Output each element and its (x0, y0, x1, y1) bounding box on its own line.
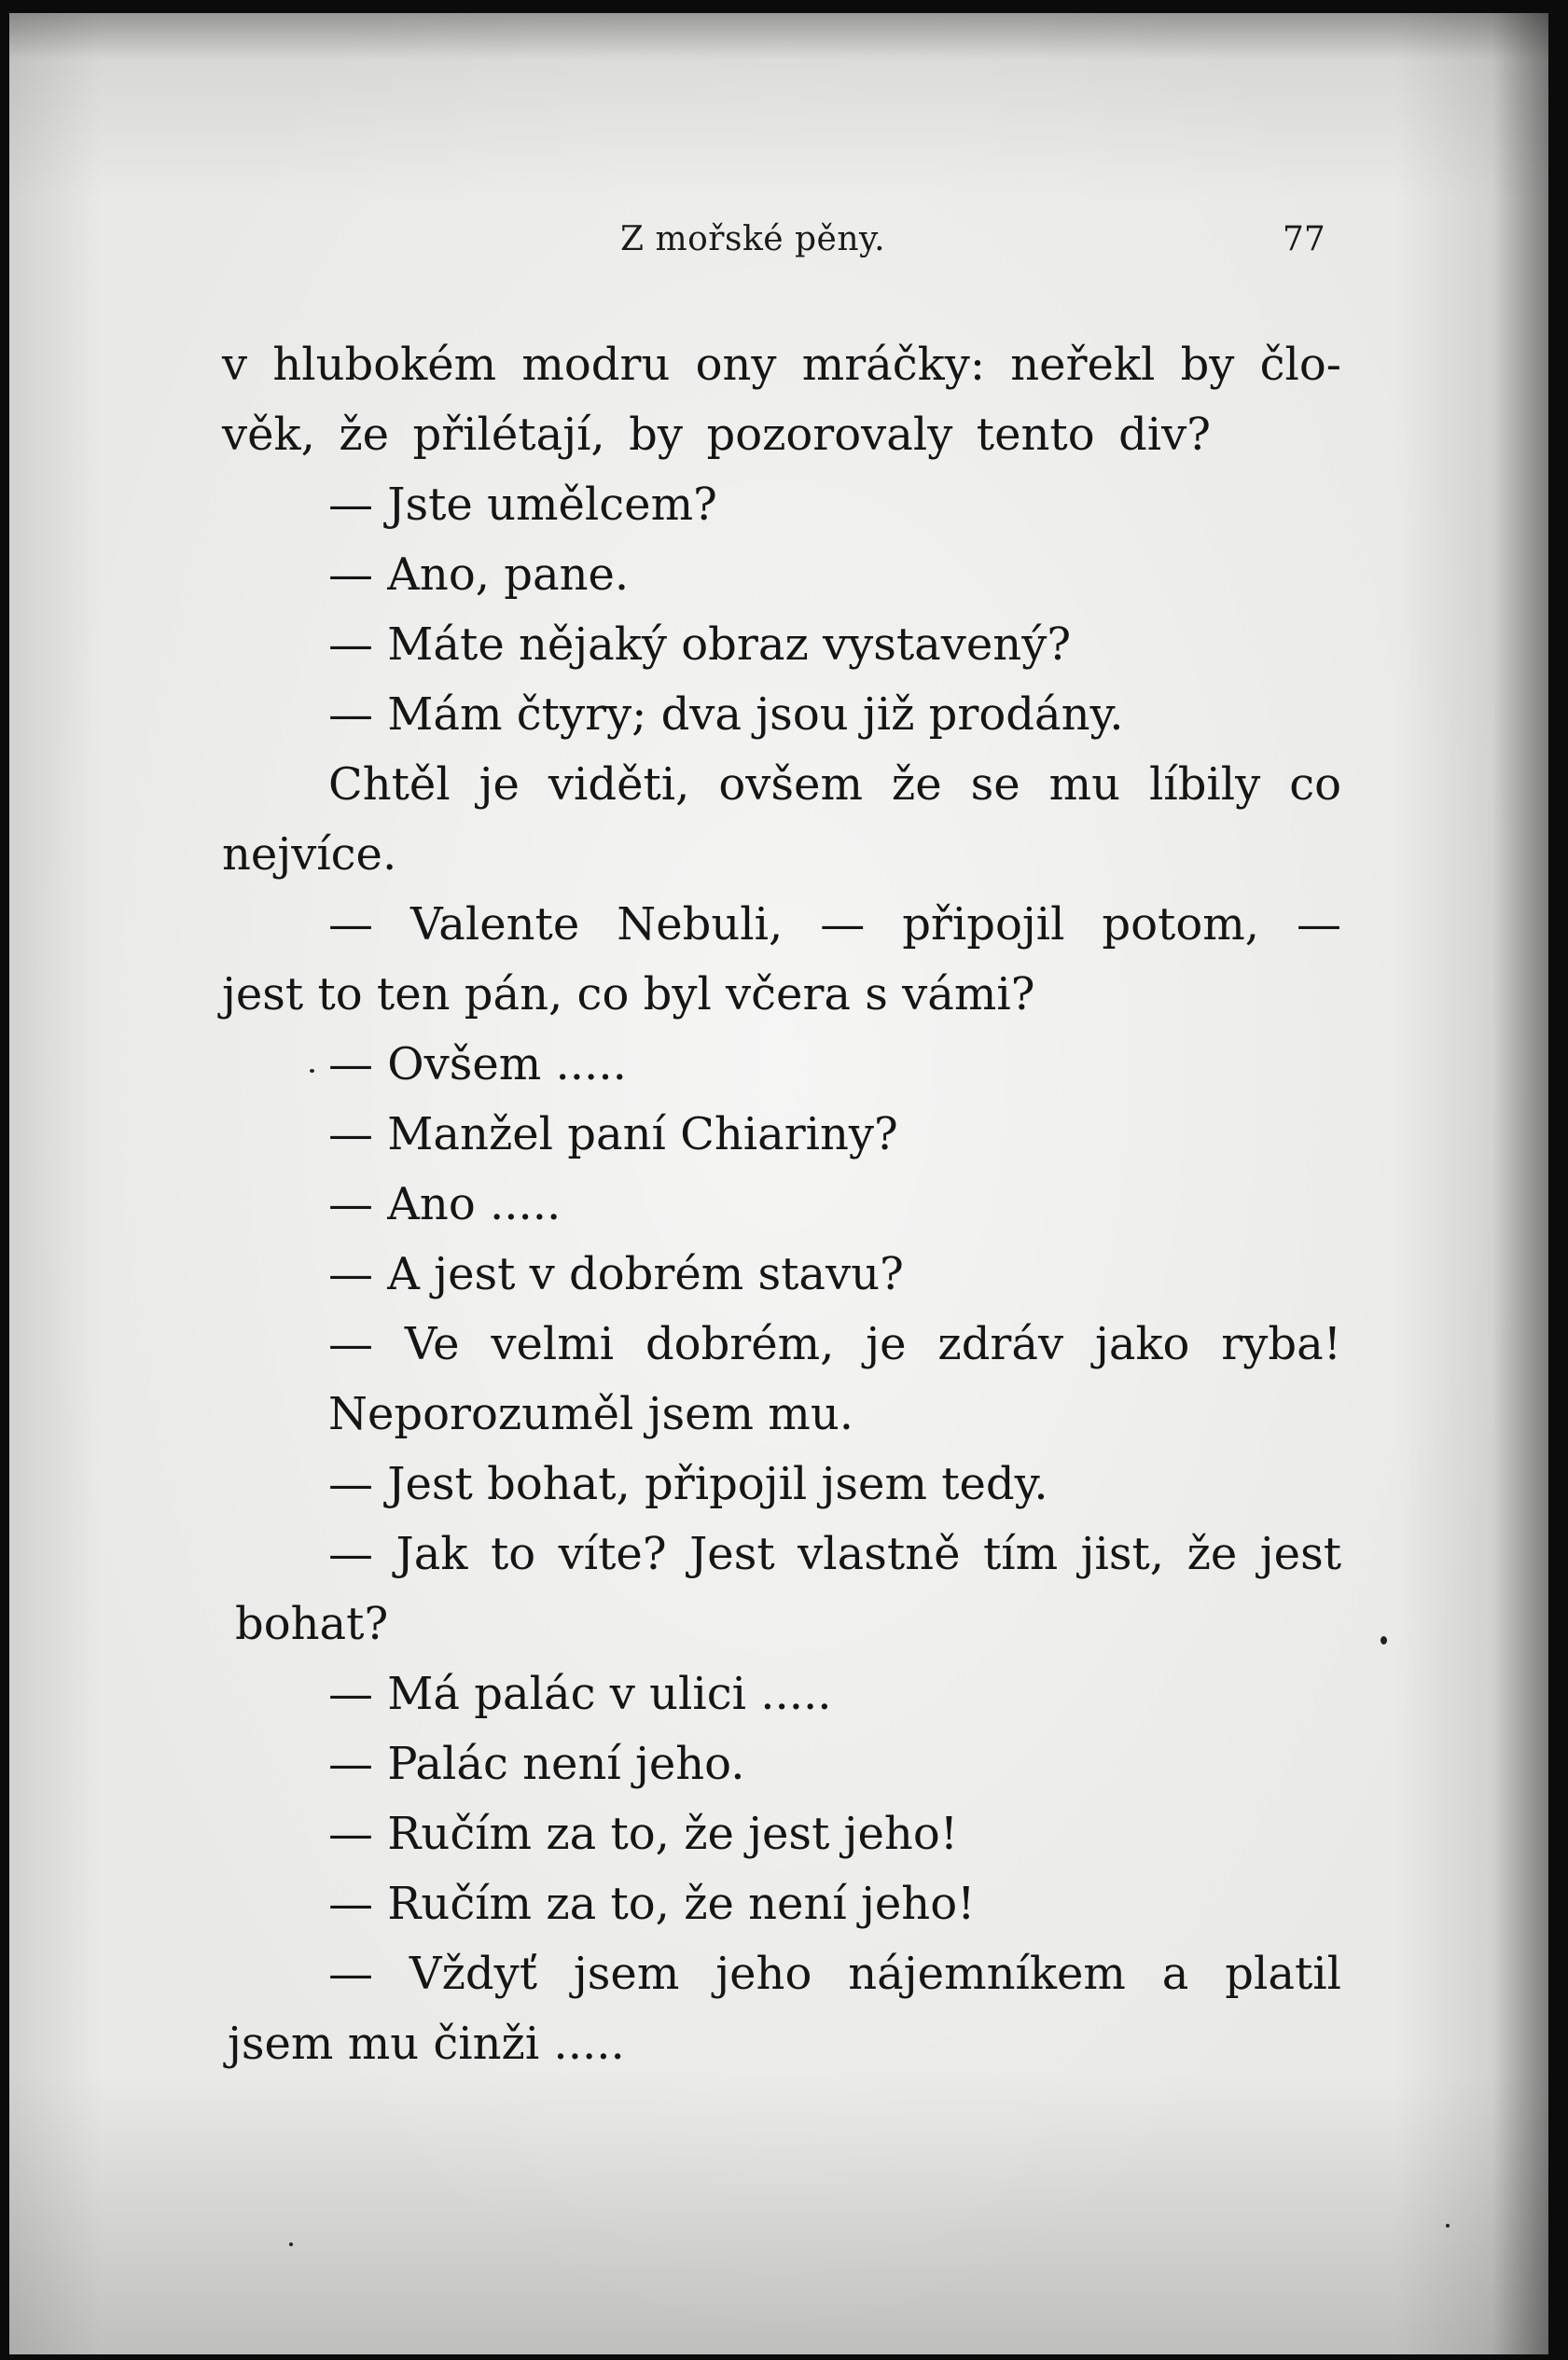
page-number: 77 (1283, 220, 1325, 258)
text-line: — Manžel paní Chiariny? (328, 1108, 898, 1160)
text-line: bohat? (235, 1598, 389, 1650)
print-speck (289, 2242, 293, 2246)
text-line: Chtěl je viděti, ovšem že se mu líbily co (328, 758, 1341, 811)
text-line: — Jste umělcem? (328, 479, 717, 531)
text-line: Neporozuměl jsem mu. (328, 1388, 853, 1440)
page-right-shadow (1492, 13, 1548, 2354)
text-line: — Máte nějaký obraz vystavený? (328, 618, 1072, 671)
text-line: — A jest v dobrém stavu? (328, 1248, 904, 1300)
text-line: — Ano, pane. (328, 548, 630, 601)
text-line: — Ovšem ..... (328, 1038, 627, 1090)
text-line: — Má palác v ulici ..... (328, 1668, 832, 1720)
text-line: jsem mu činži ..... (228, 2018, 625, 2070)
body-text (222, 330, 1341, 2079)
running-head-title: Z mořské pěny. (620, 220, 886, 258)
text-line: — Jak to víte? Jest vlastně tím jist, že jest (328, 1528, 1341, 1580)
text-line: — Jest bohat, připojil jsem tedy. (328, 1458, 1048, 1510)
text-line: — Valente Nebuli, — připojil potom, — (328, 898, 1341, 951)
text-line: — Ano ..... (328, 1178, 562, 1230)
text-line: jest to ten pán, co byl včera s vámi? (222, 968, 1035, 1020)
text-line: — Vždyť jsem jeho nájemníkem a platil (328, 1948, 1341, 2000)
page-top-shadow (9, 13, 1548, 60)
text-line: — Ručím za to, že jest jeho! (328, 1808, 958, 1860)
text-line: věk, že přilétají, by pozorovaly tento div? (222, 409, 1211, 461)
book-page (9, 13, 1548, 2354)
text-line: — Ve velmi dobrém, je zdráv jako ryba! (328, 1318, 1341, 1370)
text-line: — Palác není jeho. (328, 1738, 745, 1790)
print-speck (1381, 1636, 1387, 1645)
print-speck (1446, 2224, 1450, 2228)
text-line: nejvíce. (222, 828, 397, 881)
text-line: — Mám čtyry; dva jsou již prodány. (328, 688, 1124, 741)
text-line: v hlubokém modru ony mráčky: neřekl by člo- (222, 339, 1341, 391)
text-line: — Ručím za to, že není jeho! (328, 1878, 976, 1930)
